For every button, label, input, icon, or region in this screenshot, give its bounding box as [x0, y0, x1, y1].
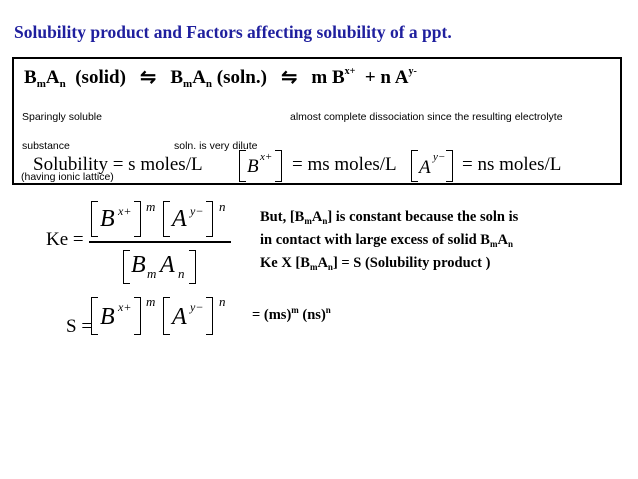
- exp3-a: Ke X [B: [260, 255, 310, 271]
- bracket-right: [206, 297, 213, 335]
- s-label: S =: [66, 316, 93, 337]
- note-dilute: soln. is very dilute: [174, 140, 258, 152]
- ke-exp-m: m: [146, 199, 156, 214]
- explanation-line-2: [260, 232, 513, 249]
- bracket-left: [91, 297, 98, 335]
- bracket-left: [163, 201, 170, 237]
- eq-left-sub-n: n: [59, 78, 66, 90]
- ke-num-A-charge: y−: [190, 204, 204, 218]
- s-A-charge: y−: [190, 300, 204, 314]
- ke-den-sub-n: n: [178, 266, 185, 281]
- sol-ns: = ns moles/L: [462, 154, 562, 175]
- bracket-right: [446, 150, 453, 182]
- eq-left-A: A: [45, 67, 60, 88]
- solubility-label: Solubility = s moles/L: [33, 154, 203, 175]
- s-B-charge: x+: [118, 300, 132, 314]
- ke-num-B-charge: x+: [118, 204, 132, 218]
- note-lattice: (having ionic lattice): [21, 171, 114, 183]
- exp2-a: in contact with large excess of solid B: [260, 232, 490, 248]
- s-result-sup-m: m: [291, 305, 299, 315]
- explanation-line-3: [260, 255, 490, 272]
- fraction-bar: [89, 241, 231, 243]
- bracket-right: [134, 297, 141, 335]
- s-exp-m: m: [146, 294, 156, 309]
- sol-B: B: [247, 156, 259, 177]
- eq-coef-n: n: [380, 67, 391, 88]
- exp3-c: ] = S (Solubility product ): [332, 255, 491, 271]
- bracket-right: [189, 250, 196, 284]
- bracket-left: [411, 150, 418, 182]
- s-result-ms: = (ms): [252, 307, 292, 323]
- exp1-sub-m: m: [304, 216, 312, 226]
- eq-charge-y: y-: [408, 66, 417, 77]
- eq-ion-B: B: [331, 67, 345, 88]
- eq-mid-B: B: [170, 67, 184, 88]
- exp2-sub-m: m: [489, 239, 498, 249]
- sol-ms: = ms moles/L: [292, 154, 397, 175]
- exp3-b: A: [317, 255, 328, 271]
- ke-den-sub-m: m: [147, 266, 157, 281]
- exp1-sub-n: n: [322, 216, 328, 226]
- ke-den-A: A: [160, 252, 175, 278]
- eq-mid-state: (soln.): [216, 67, 267, 88]
- s-result-ns: (ns): [298, 307, 326, 323]
- exp2-sub-n: n: [507, 239, 513, 249]
- eq-charge-x: x+: [344, 66, 356, 77]
- ke-label: Ke =: [46, 229, 84, 250]
- bracket-right: [134, 201, 141, 237]
- exp2-b: A: [497, 232, 508, 248]
- ke-num-A: A: [172, 206, 187, 232]
- exp3-sub-n: n: [327, 262, 333, 272]
- eq-mid-sub-n: n: [205, 78, 213, 90]
- eq-left-state: (solid): [75, 67, 126, 88]
- note-sparingly: Sparingly soluble: [22, 111, 102, 123]
- eq-left-B: B: [24, 67, 37, 88]
- eq-left-sub-m: m: [36, 78, 46, 90]
- ke-exp-n: n: [219, 199, 226, 214]
- exp1-b: A: [311, 209, 323, 225]
- eq-plus: +: [364, 67, 376, 88]
- exp1-a: But, [B: [260, 209, 305, 225]
- sol-A-charge: y−: [433, 151, 446, 163]
- eq-coef-m: m: [311, 67, 328, 88]
- equilibrium-arrow-1: ⇋: [140, 67, 157, 88]
- eq-mid-sub-m: m: [183, 78, 193, 90]
- ke-num-B: B: [100, 206, 115, 232]
- bracket-left: [123, 250, 130, 284]
- sol-B-charge: x+: [260, 151, 273, 163]
- eq-ion-A: A: [394, 67, 409, 88]
- s-B: B: [100, 304, 115, 330]
- bracket-right: [275, 150, 282, 182]
- s-exp-n: n: [219, 294, 226, 309]
- eq-mid-A: A: [192, 67, 206, 88]
- explanation-line-1: [260, 209, 518, 226]
- equilibrium-arrow-2: ⇋: [281, 67, 298, 88]
- note-substance: substance: [22, 140, 70, 152]
- page-title: Solubility product and Factors affecting solubility of a ppt.: [14, 22, 452, 42]
- ke-den-B: B: [131, 252, 146, 278]
- s-result-sup-n: n: [325, 305, 331, 315]
- bracket-right: [206, 201, 213, 237]
- bracket-left: [163, 297, 170, 335]
- exp1-c: ] is constant because the soln is: [327, 209, 519, 225]
- s-A: A: [172, 304, 187, 330]
- bracket-left: [91, 201, 98, 237]
- dissolution-equation: [24, 66, 417, 90]
- sol-A: A: [419, 157, 431, 178]
- exp3-sub-m: m: [309, 262, 318, 272]
- bracket-left: [239, 150, 246, 182]
- s-result: [252, 305, 331, 324]
- note-dissociation: almost complete dissociation since the resulting electrolyte: [290, 111, 563, 123]
